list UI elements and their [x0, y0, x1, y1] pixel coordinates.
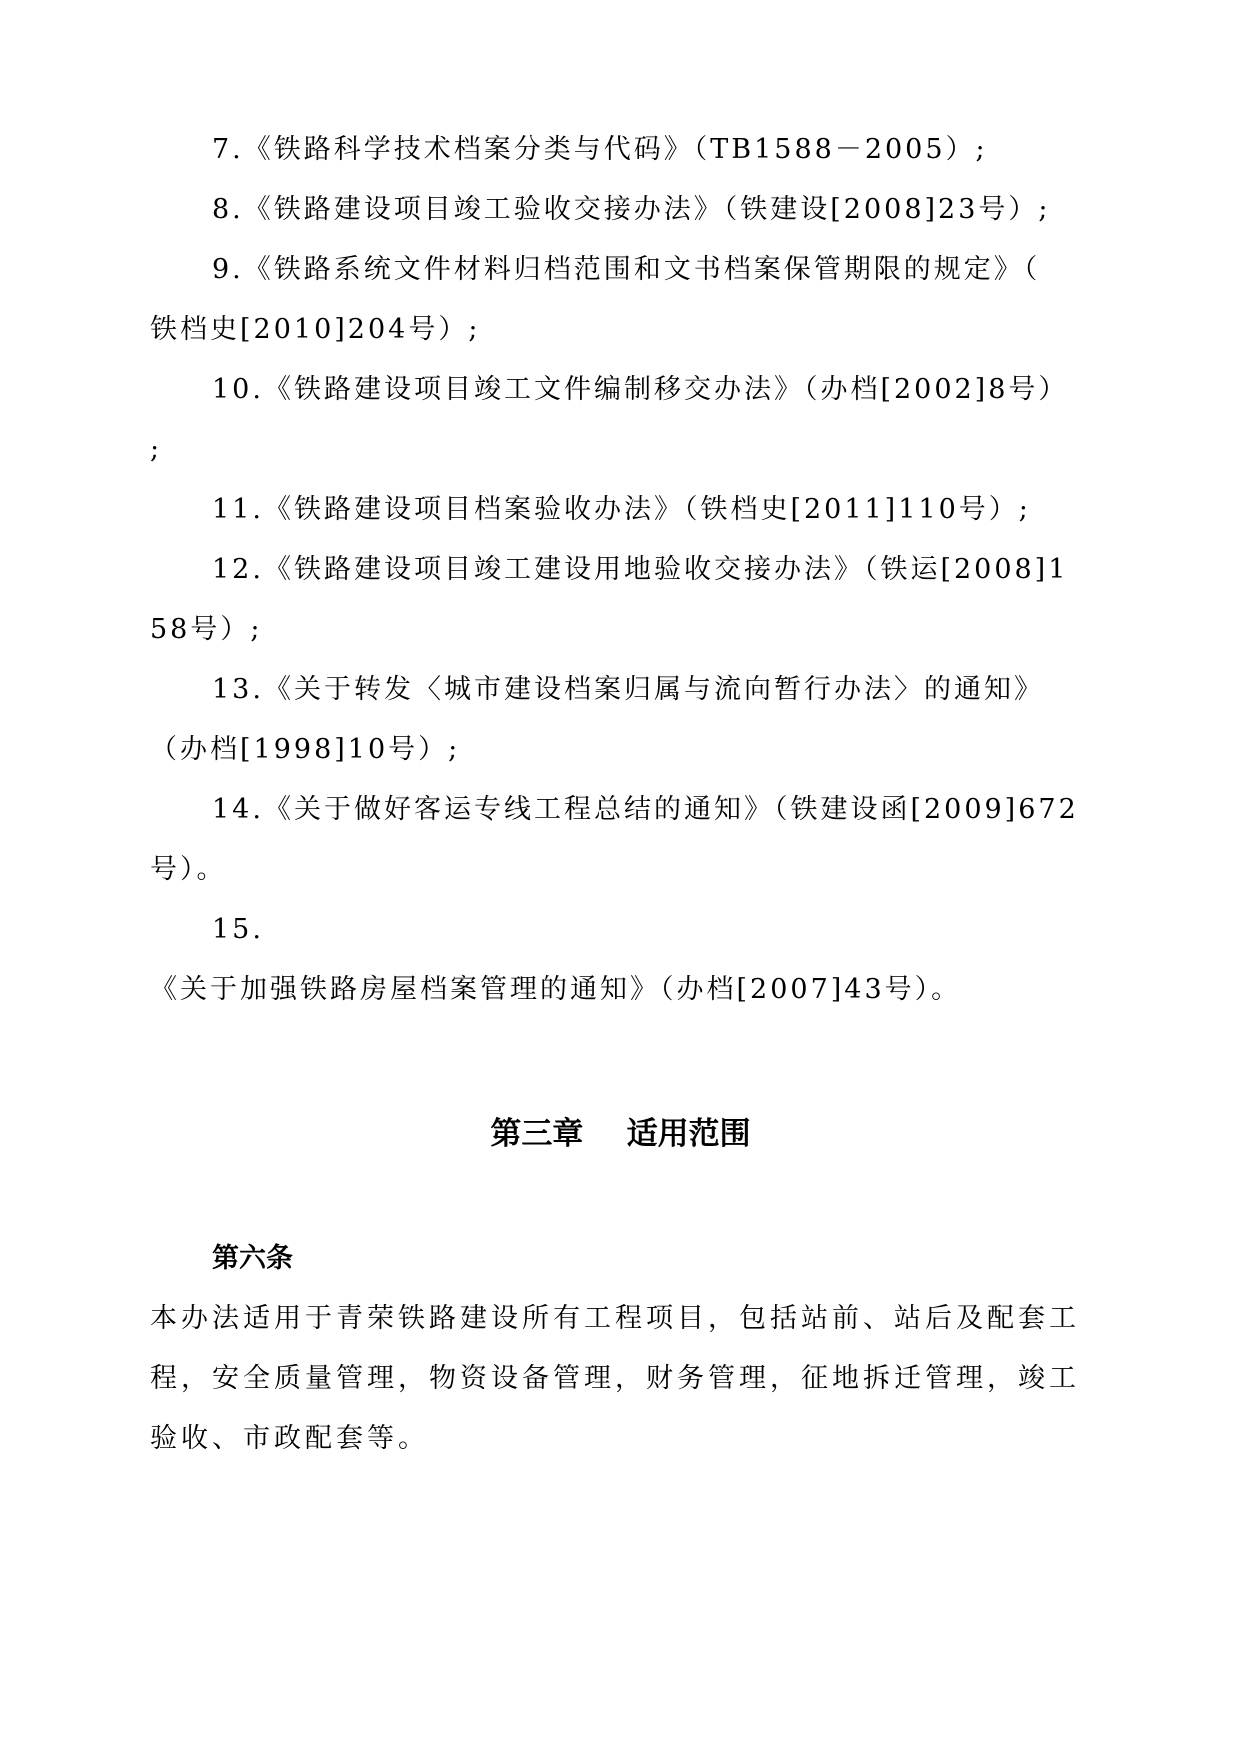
reference-item-14-cont: 号）。 — [150, 854, 227, 885]
reference-item-8: 8.《铁路建设项目竣工验收交接办法》（铁建设[2008]23号）; — [212, 194, 1051, 225]
reference-item-7: 7.《铁路科学技术档案分类与代码》（TB1588－2005）; — [212, 134, 988, 165]
reference-item-12-cont: 58号）; — [150, 614, 263, 645]
reference-item-11: 11.《铁路建设项目档案验收办法》（铁档史[2011]110号）; — [212, 494, 1031, 525]
reference-item-15: 15. — [212, 914, 264, 945]
reference-item-13-cont: （办档[1998]10号）; — [150, 734, 461, 765]
reference-item-10: 10.《铁路建设项目竣工文件编制移交办法》（办档[2002]8号） — [212, 374, 1069, 405]
reference-item-9: 9.《铁路系统文件材料归档范围和文书档案保管期限的规定》（ — [212, 254, 1041, 285]
reference-item-15-cont: 《关于加强铁路房屋档案管理的通知》（办档[2007]43号）。 — [150, 974, 962, 1005]
reference-item-9-cont: 铁档史[2010]204号）; — [150, 314, 481, 345]
article-body-line: 本办法适用于青荣铁路建设所有工程项目，包括站前、站后及配套工 — [150, 1303, 1080, 1334]
article-body-line: 验收、市政配套等。 — [150, 1423, 429, 1454]
reference-item-10-cont: ; — [150, 434, 163, 465]
chapter-heading: 第三章 适用范围 — [490, 1116, 751, 1152]
article-body-line: 程，安全质量管理，物资设备管理，财务管理，征地拆迁管理，竣工 — [150, 1363, 1080, 1394]
reference-item-14: 14.《关于做好客运专线工程总结的通知》（铁建设函[2009]672 — [212, 794, 1079, 825]
reference-item-13: 13.《关于转发〈城市建设档案归属与流向暂行办法〉的通知》 — [212, 674, 1044, 705]
reference-item-12: 12.《铁路建设项目竣工建设用地验收交接办法》（铁运[2008]1 — [212, 554, 1069, 585]
article-heading: 第六条 — [212, 1243, 293, 1274]
